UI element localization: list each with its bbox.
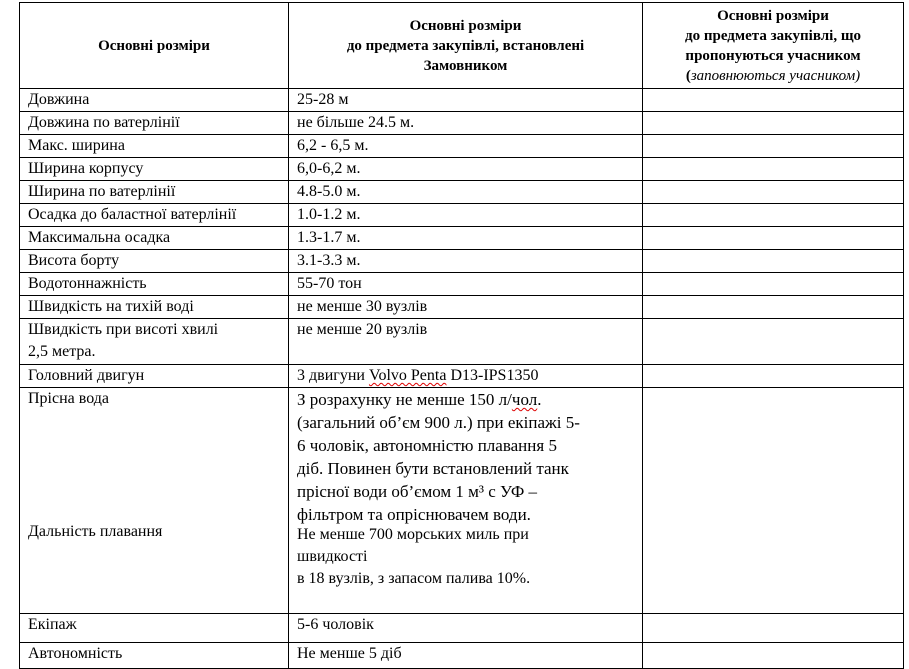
table-row <box>20 365 904 388</box>
row-label: Екіпаж <box>20 614 289 643</box>
engine-prefix: 3 двигуни <box>297 367 369 384</box>
table-row <box>20 158 904 181</box>
row-value: 25-28 м <box>289 89 643 112</box>
table-row <box>20 319 904 365</box>
row-value: 4.8-5.0 м. <box>289 181 643 204</box>
range-line: швидкості <box>297 548 368 565</box>
water-l1c: . <box>537 390 542 409</box>
row-label-line: 2,5 метра. <box>28 343 96 360</box>
table-row <box>20 296 904 319</box>
water-line: прісної води об’ємом 1 м³ с УФ – <box>297 482 538 501</box>
water-l1b: чол <box>511 390 538 409</box>
table-row <box>20 614 904 643</box>
participant-cell[interactable] <box>643 158 904 181</box>
row-label: Висота борту <box>20 250 289 273</box>
table-row <box>20 135 904 158</box>
row-label: Автономність <box>20 643 289 669</box>
row-value <box>289 388 643 614</box>
participant-cell[interactable] <box>643 89 904 112</box>
row-value <box>289 365 643 388</box>
water-line: (загальний об’єм 900 л.) при екіпажі 5- <box>297 413 580 432</box>
table-row <box>20 273 904 296</box>
table-row <box>20 89 904 112</box>
engine-suffix: D13-IPS1350 <box>446 367 539 384</box>
note-paren: ( <box>685 67 691 84</box>
row-value: 3.1-3.3 м. <box>289 250 643 273</box>
row-label-line: Швидкість при висоті хвилі <box>28 321 219 338</box>
participant-cell[interactable] <box>643 204 904 227</box>
row-label: Головний двигун <box>20 365 289 388</box>
row-value: 55-70 тон <box>289 273 643 296</box>
participant-cell[interactable] <box>643 643 904 669</box>
row-value: 5-6 чоловік <box>289 614 643 643</box>
water-line: діб. Повинен бути встановлений танк <box>297 459 569 478</box>
range-line: Не менше 700 морських миль при <box>297 526 529 543</box>
participant-cell[interactable] <box>643 319 904 365</box>
table-row <box>20 227 904 250</box>
participant-cell[interactable] <box>643 388 904 614</box>
row-value: 6,2 - 6,5 м. <box>289 135 643 158</box>
row-value: 6,0-6,2 м. <box>289 158 643 181</box>
participant-cell[interactable] <box>643 112 904 135</box>
participant-cell[interactable] <box>643 250 904 273</box>
header-participant-dimensions <box>643 3 904 89</box>
row-value: не менше 30 вузлів <box>289 296 643 319</box>
water-line: фільтром та опріснювачем води. <box>297 505 531 524</box>
range-text <box>297 524 642 590</box>
water-l1a: З розрахунку не менше 150 л/ <box>297 390 512 409</box>
table-row <box>20 388 904 614</box>
label-fresh-water: Прісна вода <box>28 390 109 407</box>
row-label <box>20 319 289 365</box>
table-row <box>20 112 904 135</box>
table-row <box>20 204 904 227</box>
header-col2-line2: до предмета закупівлі, встановлені <box>346 37 585 54</box>
participant-cell[interactable] <box>643 181 904 204</box>
fresh-water-text <box>297 388 642 526</box>
participant-cell[interactable] <box>643 135 904 158</box>
table-row <box>20 181 904 204</box>
engine-brand: Volvo Penta <box>368 367 447 384</box>
participant-cell[interactable] <box>643 296 904 319</box>
row-label: Водотоннажність <box>20 273 289 296</box>
row-label: Довжина <box>20 89 289 112</box>
header-col2-line3: Замовником <box>423 57 508 74</box>
specs-document <box>19 2 903 662</box>
header-col2-line1: Основні розміри <box>409 17 522 34</box>
row-label: Ширина по ватерлінії <box>20 181 289 204</box>
row-value: не більше 24.5 м. <box>289 112 643 135</box>
water-line <box>297 388 642 411</box>
header-col1-text: Основні розміри <box>98 37 210 54</box>
participant-cell[interactable] <box>643 273 904 296</box>
specs-table <box>19 2 904 669</box>
row-label <box>20 388 289 614</box>
table-header-row <box>20 3 904 89</box>
row-value: 1.3-1.7 м. <box>289 227 643 250</box>
row-label: Осадка до баластної ватерлінії <box>20 204 289 227</box>
table-row <box>20 643 904 669</box>
row-label: Швидкість на тихій воді <box>20 296 289 319</box>
header-col3-line3: пропонуються учасником <box>685 47 861 64</box>
participant-cell[interactable] <box>643 365 904 388</box>
note-text: заповнюються учасником) <box>690 67 861 84</box>
row-value: 1.0-1.2 м. <box>289 204 643 227</box>
table-row <box>20 250 904 273</box>
header-col3-note <box>643 66 903 86</box>
header-customer-dimensions <box>289 3 643 89</box>
row-label: Ширина корпусу <box>20 158 289 181</box>
participant-cell[interactable] <box>643 614 904 643</box>
header-col3-line1: Основні розміри <box>717 7 829 24</box>
participant-cell[interactable] <box>643 227 904 250</box>
range-line: в 18 вузлів, з запасом палива 10%. <box>297 570 531 587</box>
row-label: Максимальна осадка <box>20 227 289 250</box>
row-value: Не менше 5 діб <box>289 643 643 669</box>
row-label: Макс. ширина <box>20 135 289 158</box>
row-label: Довжина по ватерлінії <box>20 112 289 135</box>
header-main-dimensions <box>20 3 289 89</box>
row-value: не менше 20 вузлів <box>289 319 643 365</box>
label-range: Дальність плавання <box>28 523 163 540</box>
water-line: 6 чоловік, автономністю плавання 5 <box>297 436 557 455</box>
header-col3-line2: до предмета закупівлі, що <box>685 27 861 44</box>
label-gap <box>28 410 288 521</box>
